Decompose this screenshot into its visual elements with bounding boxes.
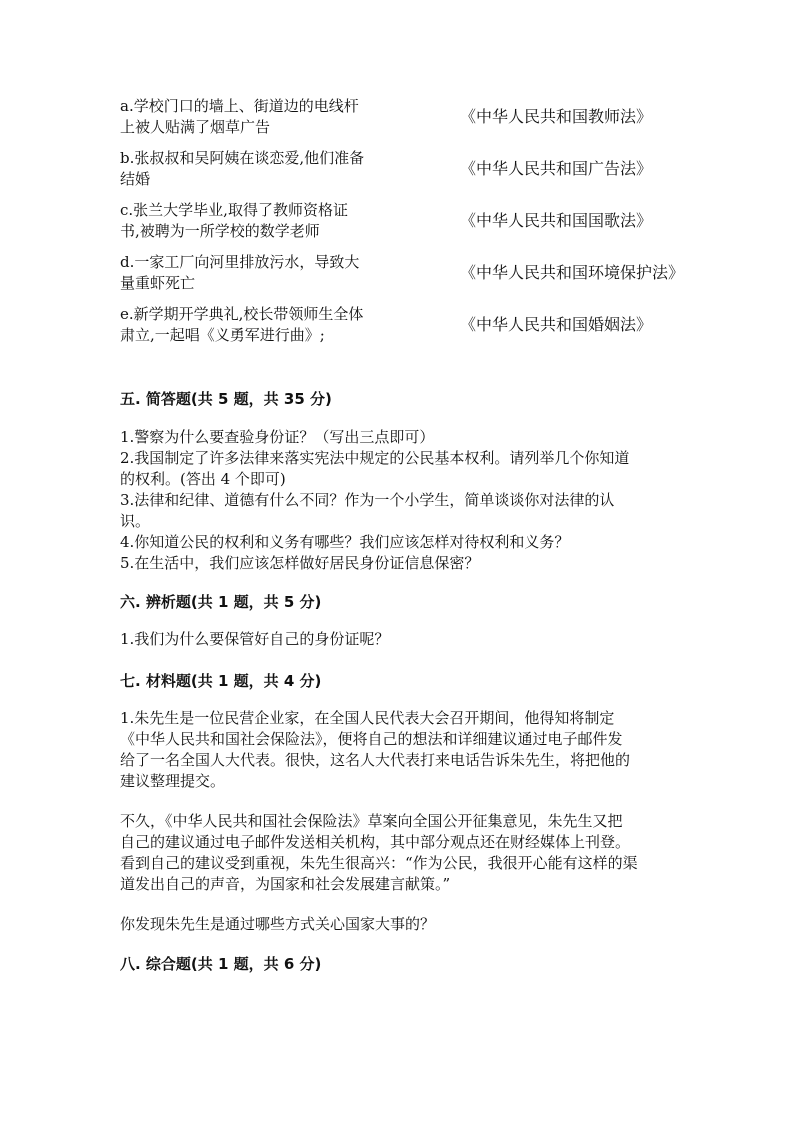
- matching-row-b: [120, 148, 690, 200]
- law-advertising: 《中华人民共和国广告法》: [460, 159, 653, 178]
- section-8-title: 八. 综合题(共 1 题，共 6 分): [120, 955, 322, 973]
- law-environment: 《中华人民共和国环境保护法》: [460, 263, 685, 282]
- matching-row-a: [120, 96, 690, 148]
- scenario-d: d.一家工厂向河里排放污水，导致大 量重虾死亡: [120, 253, 360, 292]
- matching-row-c: [120, 200, 690, 252]
- section-5-questions: 1.警察为什么要查验身份证？（写出三点即可） 2.我国制定了许多法律来落实宪法中规定的公民基本权利。请列举几个你知道 的权利。(答出 4 个即可) 3.法律和纪律、道德有什么不同？作为一个小学生，简单谈谈你对法律的认 识。 4.你知道公民的权利和义务有哪些？我们应该怎样对待权利和义务？ 5.在生活中，我们应该怎样做好居民身份证信息保密？: [120, 428, 630, 572]
- section-6-title: 六. 辨析题(共 1 题，共 5 分): [120, 593, 322, 611]
- section-7-paragraph-2: 不久，《中华人民共和国社会保险法》草案向全国公开征集意见，朱先生又把 自己的建议通过电子邮件发送相关机构，其中部分观点还在财经媒体上刊登。 看到自己的建议受到重视，朱先生很高兴：“作为公民，我很开心能有这样的渠 道发出自己的声音，为国家和社会发展建言献策。”: [120, 812, 638, 893]
- section-7-question: 你发现朱先生是通过哪些方式关心国家大事的？: [120, 915, 436, 933]
- section-7-paragraph-1: 1.朱先生是一位民营企业家，在全国人民代表大会召开期间，他得知将制定 《中华人民共和国社会保险法》，便将自己的想法和详细建议通过电子邮件发 给了一名全国人大代表。很快，这名人大代表打来电话告诉朱先生，将把他的 建议整理提交。: [120, 709, 631, 790]
- section-6-questions: 1.我们为什么要保管好自己的身份证呢？: [120, 630, 390, 648]
- matching-question: [120, 96, 690, 356]
- scenario-c: c.张兰大学毕业,取得了教师资格证 书,被聘为一所学校的数学老师: [120, 201, 348, 240]
- law-teachers: 《中华人民共和国教师法》: [460, 107, 653, 126]
- matching-row-d: [120, 252, 690, 304]
- law-anthem: 《中华人民共和国国歌法》: [460, 211, 653, 230]
- section-5-title: 五. 简答题(共 5 题，共 35 分): [120, 390, 332, 408]
- scenario-e: e.新学期开学典礼,校长带领师生全体 肃立,一起唱《义勇军进行曲》;: [120, 305, 364, 344]
- matching-row-e: [120, 304, 690, 356]
- section-7-title: 七. 材料题(共 1 题，共 4 分): [120, 672, 322, 690]
- scenario-b: b.张叔叔和吴阿姨在谈恋爱,他们准备 结婚: [120, 149, 365, 188]
- scenario-a: a.学校门口的墙上、街道边的电线杆 上被人贴满了烟草广告: [120, 97, 359, 136]
- law-marriage: 《中华人民共和国婚姻法》: [460, 315, 653, 334]
